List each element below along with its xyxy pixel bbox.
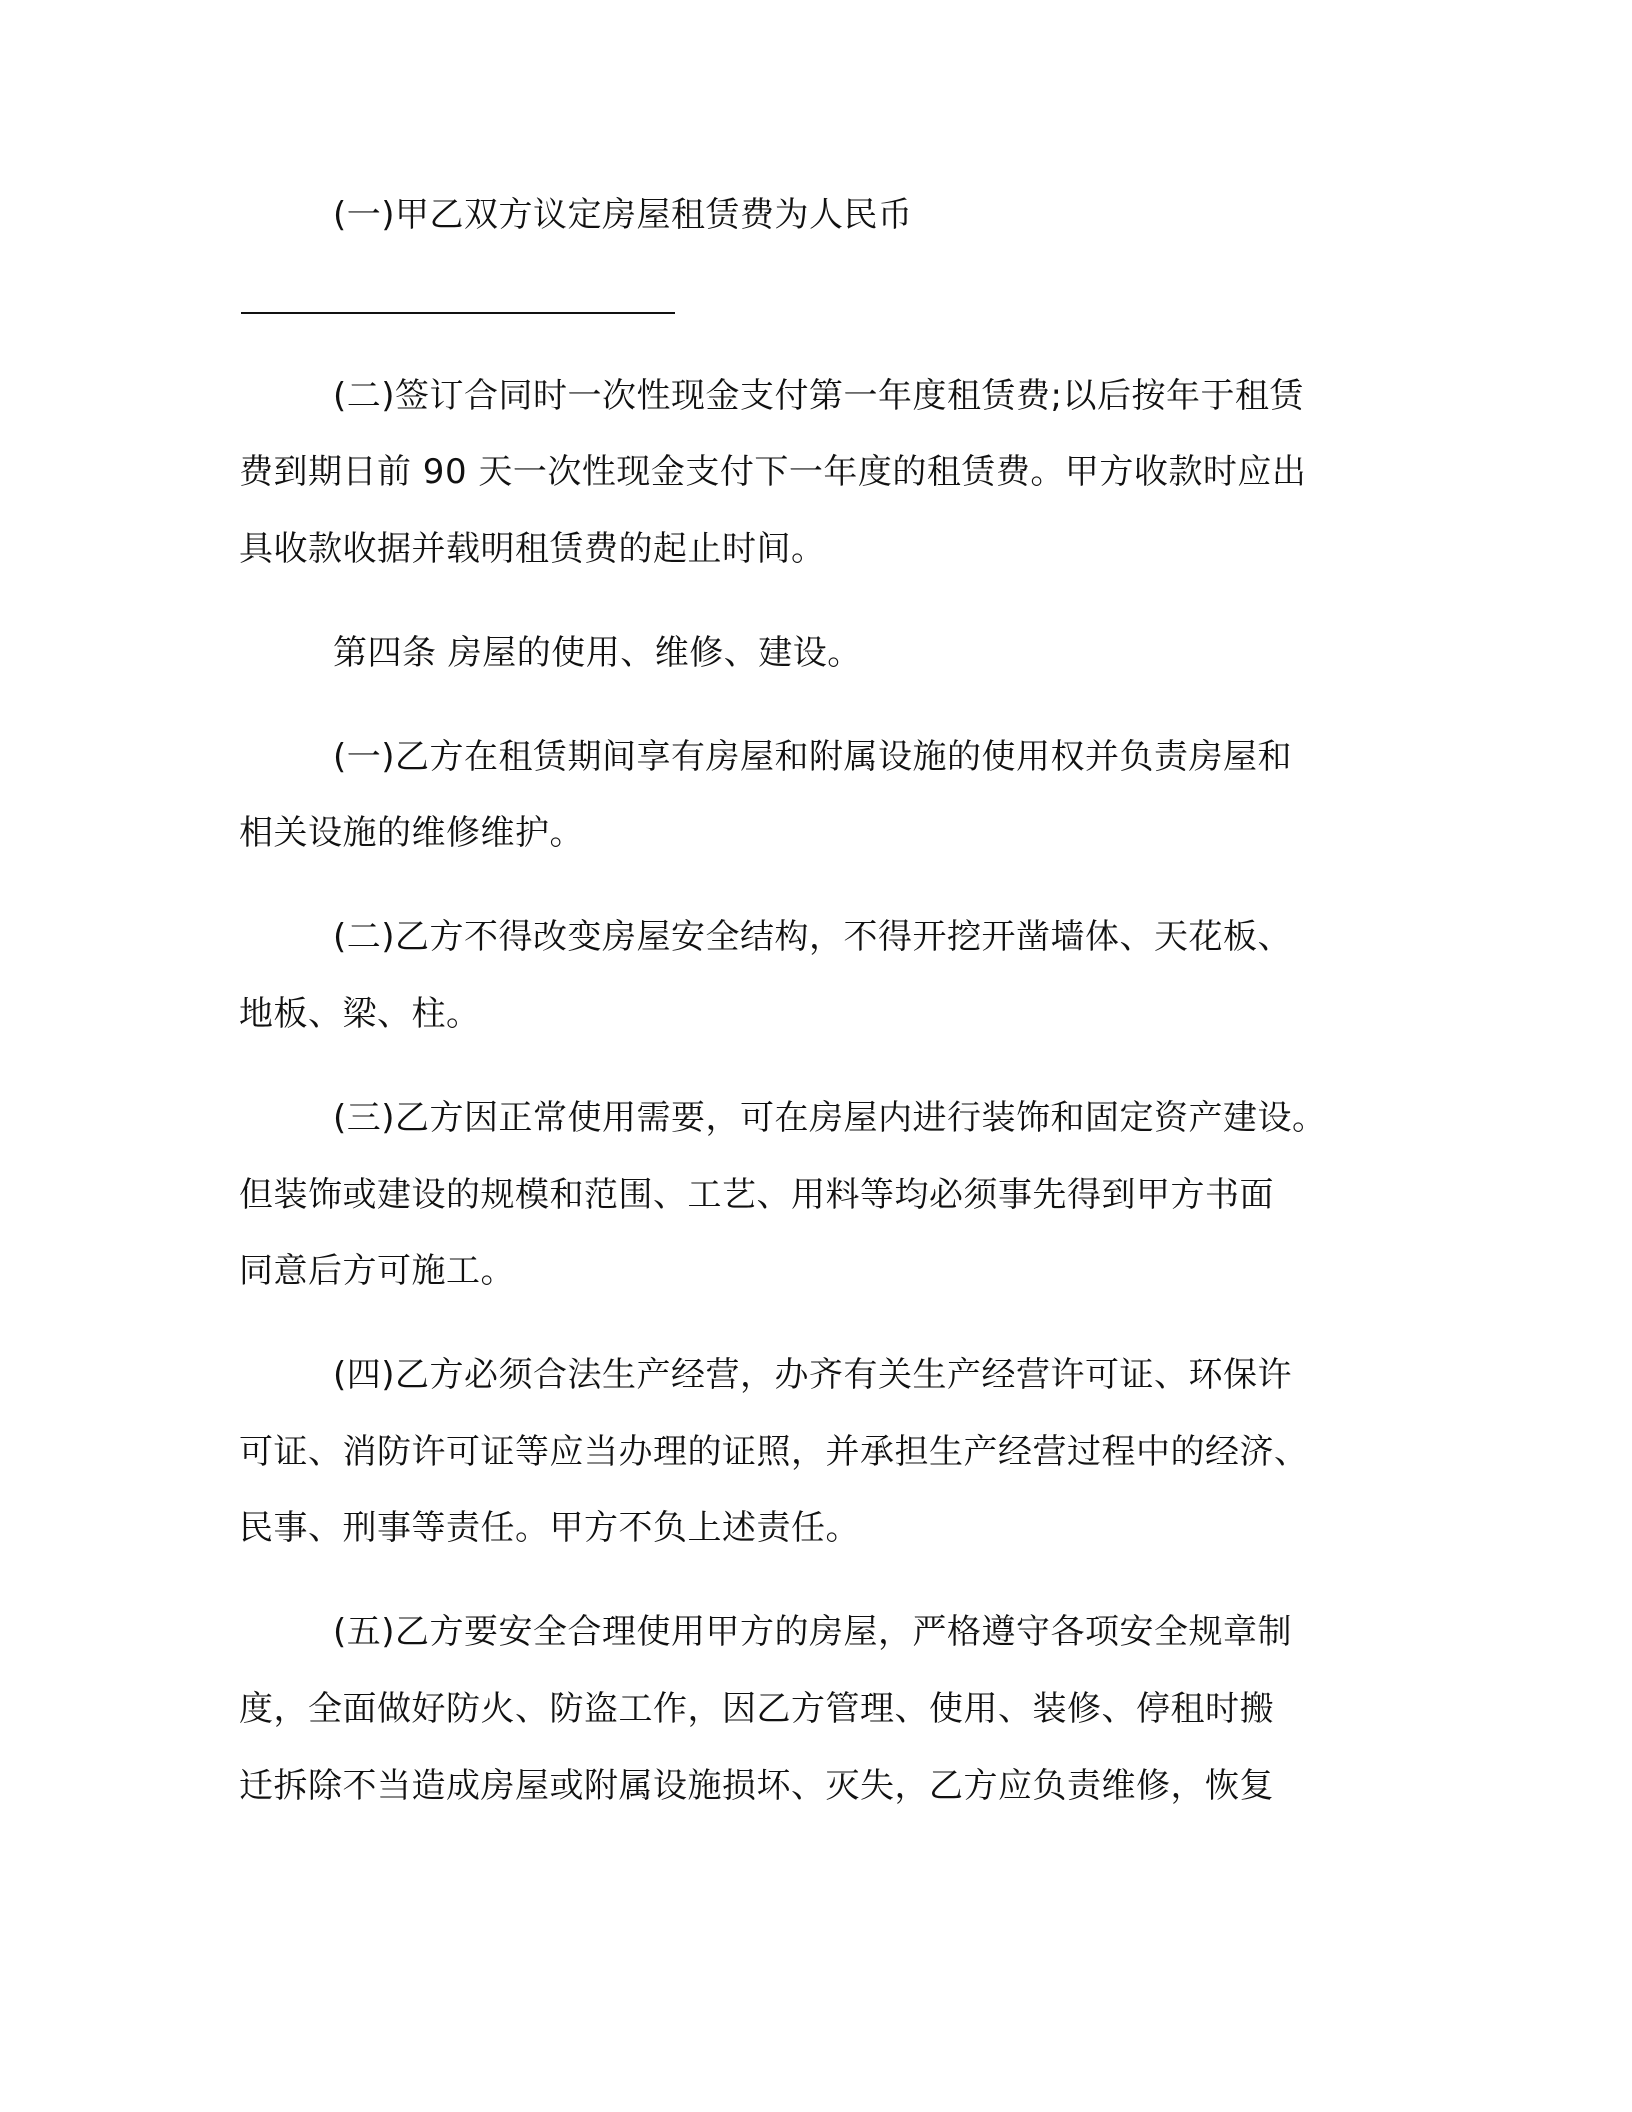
text-line: 地板、梁、柱。 [239, 994, 481, 1034]
text-line: 相关设施的维修维护。 [239, 813, 584, 853]
text-line: (三)乙方因正常使用需要，可在房屋内进行装饰和固定资产建设。 [333, 1098, 1327, 1138]
text-line: 民事、刑事等责任。甲方不负上述责任。 [239, 1508, 860, 1548]
text-line: 同意后方可施工。 [239, 1251, 515, 1291]
section-heading: 第四条 房屋的使用、维修、建设。 [333, 633, 862, 673]
text-line: (一)甲乙双方议定房屋租赁费为人民币 [333, 195, 913, 235]
text-line: (五)乙方要安全合理使用甲方的房屋，严格遵守各项安全规章制 [333, 1612, 1293, 1652]
text-line: 度，全面做好防火、防盗工作，因乙方管理、使用、装修、停租时搬 [239, 1689, 1274, 1729]
text-line: (四)乙方必须合法生产经营，办齐有关生产经营许可证、环保许 [333, 1355, 1293, 1395]
text-line: (二)乙方不得改变房屋安全结构，不得开挖开凿墙体、天花板、 [333, 917, 1293, 957]
text-line: (二)签订合同时一次性现金支付第一年度租赁费;以后按年于租赁 [333, 376, 1304, 416]
text-line: 迁拆除不当造成房屋或附属设施损坏、灭失，乙方应负责维修，恢复 [239, 1766, 1274, 1806]
text-line: 具收款收据并载明租赁费的起止时间。 [239, 529, 826, 569]
text-line: (一)乙方在租赁期间享有房屋和附属设施的使用权并负责房屋和 [333, 737, 1293, 777]
text-line: 费到期日前 90 天一次性现金支付下一年度的租赁费。甲方收款时应出 [239, 452, 1307, 492]
text-line: 但装饰或建设的规模和范围、工艺、用料等均必须事先得到甲方书面 [239, 1175, 1274, 1215]
blank-amount-line [241, 312, 675, 314]
text-line: 可证、消防许可证等应当办理的证照，并承担生产经营过程中的经济、 [239, 1432, 1309, 1472]
